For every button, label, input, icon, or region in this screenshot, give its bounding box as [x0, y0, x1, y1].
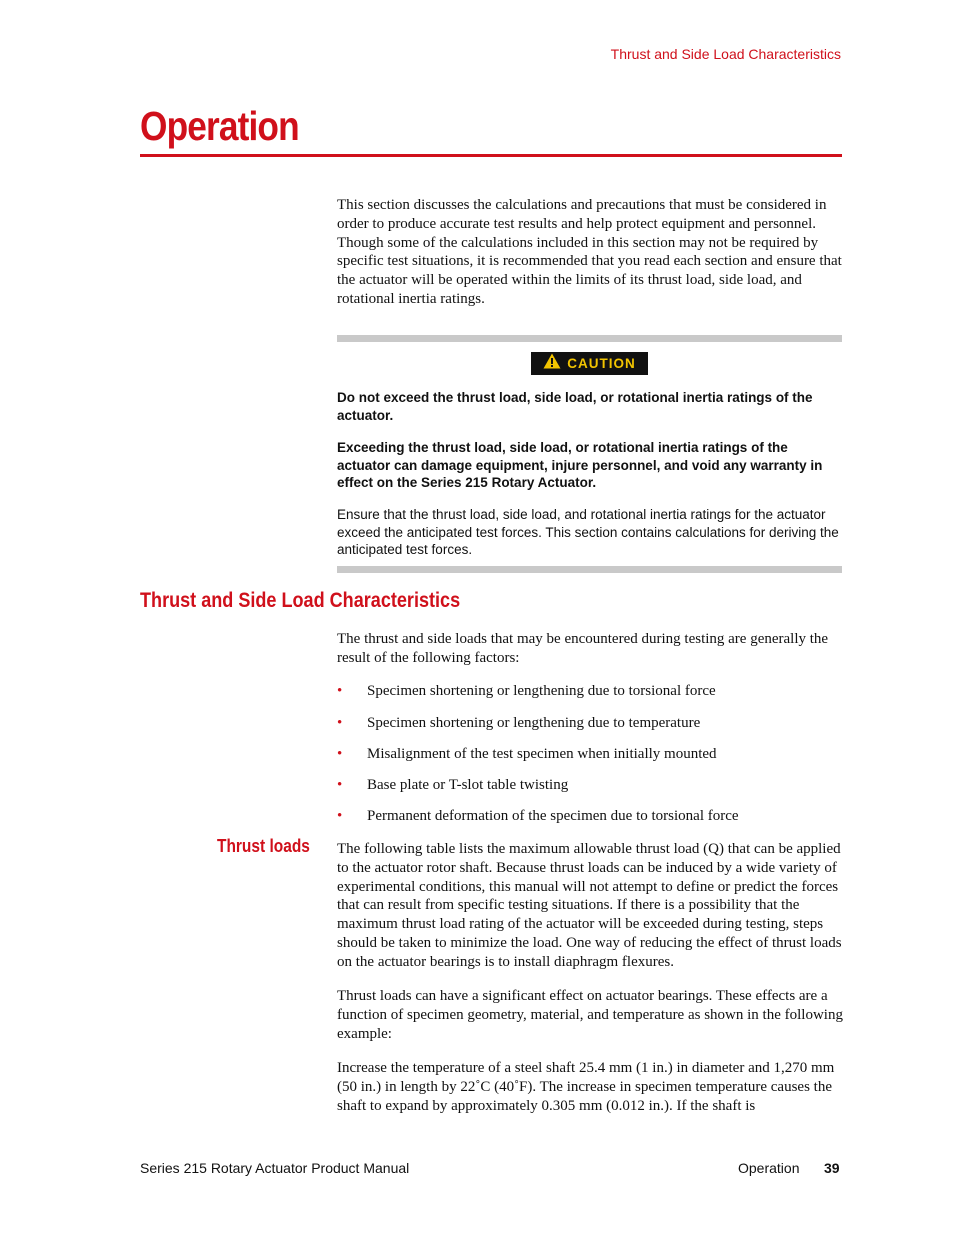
footer-section-name: Operation	[738, 1160, 800, 1176]
bullet-marker: •	[337, 683, 343, 699]
caution-top-bar	[337, 335, 842, 342]
caution-label: CAUTION	[567, 356, 636, 371]
list-item-text: Base plate or T-slot table twisting	[367, 777, 569, 793]
warning-triangle-icon	[543, 353, 561, 374]
caution-statement: Do not exceed the thrust load, side load, or rotational inertia ratings of the actuator.	[337, 390, 813, 423]
list-item-text: Misalignment of the test specimen when initially mounted	[367, 746, 717, 762]
caution-consequence: Exceeding the thrust load, side load, or rotational inertia ratings of the actuator can damage equipment, injure personnel, and void any warranty in effect on the Series 215 Rotary Actuator.	[337, 440, 823, 491]
thrust-loads-paragraph-3: Increase the temperature of a steel shaft 25.4 mm (1 in.) in diameter and 1,270 mm (50 in.) in length by 22˚C (40˚F). The increase in specimen temperature causes the shaft to expand by approximately 0.305 mm (0.012 in.). If the shaft is	[337, 1060, 835, 1114]
list-item-text: Specimen shortening or lengthening due to temperature	[367, 715, 701, 731]
thrust-loads-paragraph-2: Thrust loads can have a significant effect on actuator bearings. These effects are a function of specimen geometry, material, and temperature as shown in the following example:	[337, 988, 843, 1042]
caution-bottom-bar	[337, 566, 842, 573]
footer-manual-title: Series 215 Rotary Actuator Product Manual	[140, 1160, 410, 1176]
list-item	[337, 714, 842, 732]
bullet-marker: •	[337, 808, 343, 824]
page-title: Operation	[140, 103, 299, 149]
footer-page-number: 39	[824, 1160, 840, 1176]
list-item	[337, 682, 842, 700]
section-heading: Thrust and Side Load Characteristics	[140, 589, 461, 612]
list-item-text: Specimen shortening or lengthening due to torsional force	[367, 683, 716, 699]
intro-paragraph: This section discusses the calculations and precautions that must be considered in order to produce accurate test results and help protect equipment and personnel. Though some of the calculations included in this section may not be required by specific test situations, it is recommended that you read each section and ensure that the actuator will be operated within the limits of its thrust load, side load, and rotational inertia ratings.	[337, 197, 842, 307]
running-header: Thrust and Side Load Characteristics	[610, 46, 841, 62]
caution-badge	[531, 352, 648, 375]
title-rule	[140, 154, 842, 157]
list-item	[337, 776, 842, 794]
list-item-text: Permanent deformation of the specimen due to torsional force	[367, 808, 739, 824]
thrust-loads-heading: Thrust loads	[217, 836, 310, 856]
list-item	[337, 745, 842, 763]
bullet-marker: •	[337, 715, 343, 731]
list-item	[337, 807, 842, 825]
caution-guidance: Ensure that the thrust load, side load, and rotational inertia ratings for the actuator exceed the anticipated test forces. This section contains calculations for deriving the anticipated test forces.	[337, 507, 839, 558]
thrust-loads-paragraph-1: The following table lists the maximum allowable thrust load (Q) that can be applied to the actuator rotor shaft. Because thrust loads can be induced by a wide variety of experimental conditions, this manual will not attempt to define or predict the forces that can result from specific testing situations. If there is a possibility that the maximum thrust load rating of the actuator will be exceeded during testing, steps should be taken to minimize the load. One way of reducing the effect of thrust loads on the actuator bearings is to install diaphragm flexures.	[337, 841, 842, 970]
bullet-marker: •	[337, 746, 343, 762]
section-intro: The thrust and side loads that may be encountered during testing are generally the result of the following factors:	[337, 631, 829, 666]
bullet-marker: •	[337, 777, 343, 793]
